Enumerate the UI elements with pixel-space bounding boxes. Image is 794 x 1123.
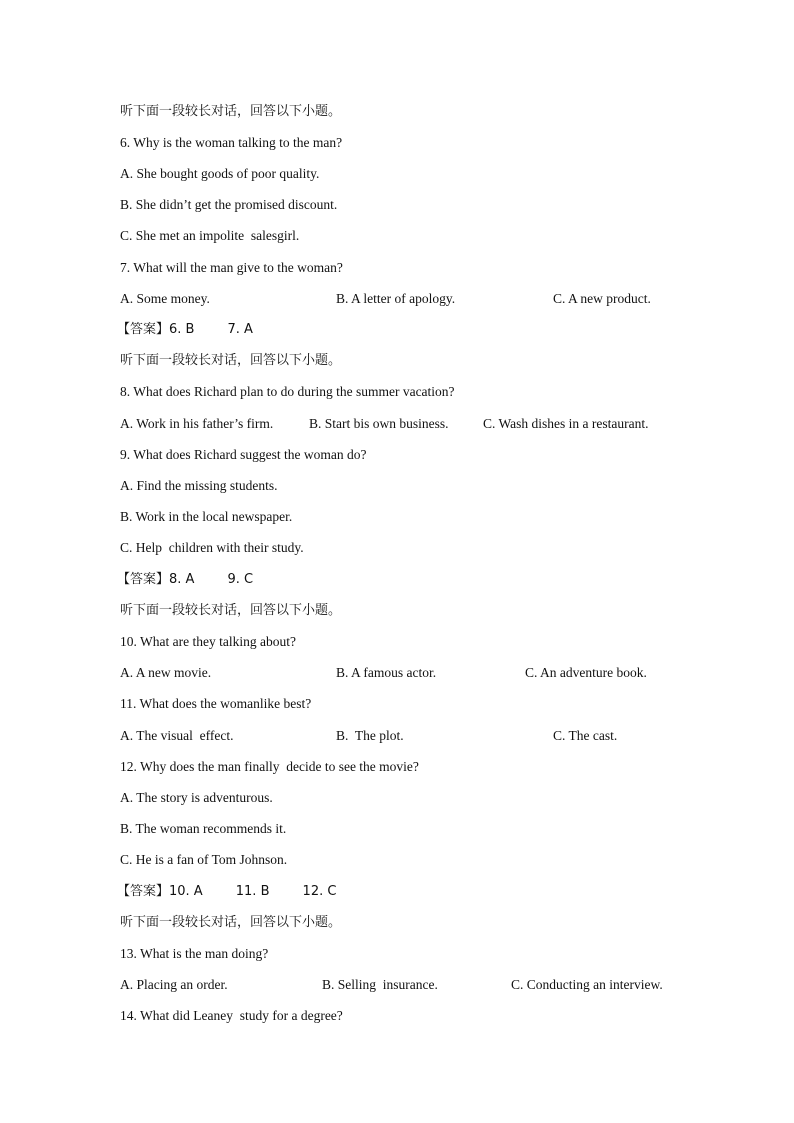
q6-option-c: C. She met an impolite salesgirl.	[120, 228, 300, 243]
q8-option-a: A. Work in his father’s firm.	[120, 416, 274, 431]
answer-line: 【答案】10. A 11. B 12. C	[117, 884, 337, 899]
q6-option-a: A. She bought goods of poor quality.	[120, 166, 320, 181]
question-13: 13. What is the man doing?	[120, 946, 269, 961]
q13-option-b: B. Selling insurance.	[322, 977, 438, 992]
q8-option-b: B. Start bis own business.	[309, 416, 449, 431]
question-9: 9. What does Richard suggest the woman do?	[120, 447, 367, 462]
section-instruction: 听下面一段较长对话，回答以下小题。	[120, 603, 342, 618]
q10-option-b: B. A famous actor.	[336, 665, 437, 680]
q8-option-c: C. Wash dishes in a restaurant.	[483, 416, 649, 431]
question-12: 12. Why does the man finally decide to see the movie?	[120, 759, 419, 774]
question-6: 6. Why is the woman talking to the man?	[120, 135, 343, 150]
answer-line: 【答案】6. B 7. A	[117, 322, 253, 337]
q11-option-b: B. The plot.	[336, 728, 404, 743]
section-instruction: 听下面一段较长对话，回答以下小题。	[120, 915, 342, 930]
q6-option-b: B. She didn’t get the promised discount.	[120, 197, 338, 212]
question-10: 10. What are they talking about?	[120, 634, 296, 649]
answer-line: 【答案】8. A 9. C	[117, 572, 254, 587]
q9-option-c: C. Help children with their study.	[120, 540, 304, 555]
q11-option-c: C. The cast.	[553, 728, 618, 743]
q7-option-b: B. A letter of apology.	[336, 291, 456, 306]
section-instruction: 听下面一段较长对话，回答以下小题。	[120, 353, 342, 368]
q12-option-a: A. The story is adventurous.	[120, 790, 273, 805]
q10-option-a: A. A new movie.	[120, 665, 212, 680]
q12-option-b: B. The woman recommends it.	[120, 821, 287, 836]
q9-option-a: A. Find the missing students.	[120, 478, 278, 493]
q13-option-a: A. Placing an order.	[120, 977, 228, 992]
q12-option-c: C. He is a fan of Tom Johnson.	[120, 852, 288, 867]
q10-option-c: C. An adventure book.	[525, 665, 647, 680]
q7-option-c: C. A new product.	[553, 291, 651, 306]
question-11: 11. What does the womanlike best?	[120, 696, 312, 711]
section-instruction: 听下面一段较长对话，回答以下小题。	[120, 104, 342, 119]
question-7: 7. What will the man give to the woman?	[120, 260, 343, 275]
question-14: 14. What did Leaney study for a degree?	[120, 1008, 343, 1023]
q13-option-c: C. Conducting an interview.	[511, 977, 663, 992]
question-8: 8. What does Richard plan to do during the summer vacation?	[120, 384, 455, 399]
q11-option-a: A. The visual effect.	[120, 728, 234, 743]
q9-option-b: B. Work in the local newspaper.	[120, 509, 293, 524]
q7-option-a: A. Some money.	[120, 291, 210, 306]
